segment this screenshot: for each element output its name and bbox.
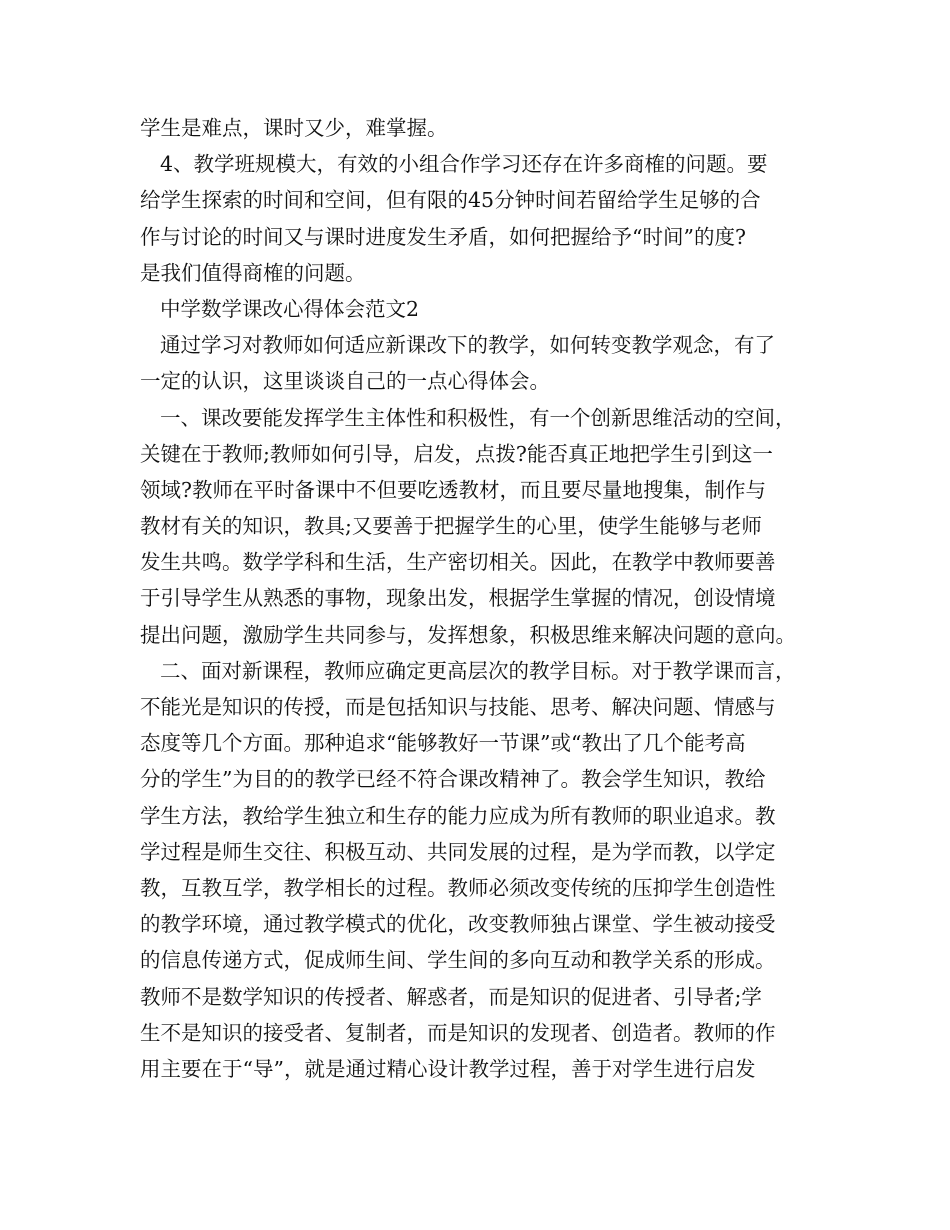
text-line: 是我们值得商榷的问题。 — [140, 260, 366, 285]
text-line: 学生是难点，课时又少，难掌握。 — [140, 116, 448, 140]
paragraph-start-line: 二、面对新课程，教师应确定更高层次的教学目标。对于教学课而言， — [160, 658, 796, 683]
paragraph-start-line: 4、教学班规模大，有效的小组合作学习还存在许多商榷的问题。要 — [160, 152, 768, 177]
document-body — [140, 110, 820, 1087]
text-line: 学生方法，教给学生独立和生存的能力应成为所有教师的职业追求。教 — [140, 803, 776, 828]
paragraph-start-line: 通过学习对教师如何适应新课改下的教学，如何转变教学观念，有了 — [160, 333, 775, 358]
section-heading: 中学数学课改心得体会范文2 — [160, 296, 420, 321]
text-line: 不能光是知识的传授，而是包括知识与技能、思考、解决问题、情感与 — [140, 695, 776, 719]
text-line: 于引导学生从熟悉的事物，现象出发，根据学生掌握的情况，创设情境 — [140, 586, 776, 611]
text-line: 发生共鸣。数学学科和生活，生产密切相关。因此，在教学中教师要善 — [140, 550, 776, 575]
text-line: 提出问题，激励学生共同参与，发挥想象，积极思维来解决问题的意向。 — [140, 622, 796, 647]
text-line: 给学生探索的时间和空间，但有限的45分钟时间若留给学生足够的合 — [140, 188, 761, 213]
text-line: 用主要在于“导”，就是通过精心设计教学过程，善于对学生进行启发 — [140, 1056, 756, 1081]
text-line: 教，互教互学，教学相长的过程。教师必须改变传统的压抑学生创造性 — [140, 875, 776, 900]
text-line: 关键在于教师;教师如何引导，启发，点拨?能否真正地把学生引到这一 — [140, 441, 773, 466]
text-line: 生不是知识的接受者、复制者，而是知识的发现者、创造者。教师的作 — [140, 1020, 776, 1045]
text-line: 学过程是师生交往、积极互动、共同发展的过程，是为学而教，以学定 — [140, 839, 776, 864]
text-line: 教师不是数学知识的传授者、解惑者，而是知识的促进者、引导者;学 — [140, 984, 762, 1009]
text-line: 领域?教师在平时备课中不但要吃透教材，而且要尽量地搜集，制作与 — [140, 477, 766, 502]
text-line: 的信息传递方式，促成师生间、学生间的多向互动和教学关系的形成。 — [140, 948, 776, 973]
paragraph-start-line: 一、课改要能发挥学生主体性和积极性，有一个创新思维活动的空间， — [160, 405, 796, 430]
text-line: 一定的认识，这里谈谈自己的一点心得体会。 — [140, 369, 550, 394]
text-line: 教材有关的知识，教具;又要善于把握学生的心里，使学生能够与老师 — [140, 514, 762, 539]
text-line: 态度等几个方面。那种追求“能够教好一节课”或“教出了几个能考高 — [140, 731, 746, 756]
text-line: 分的学生”为目的的教学已经不符合课改精神了。教会学生知识，教给 — [140, 767, 766, 792]
text-line: 作与讨论的时间又与课时进度发生矛盾，如何把握给予“时间”的度? — [140, 224, 746, 249]
text-line: 的教学环境，通过教学模式的优化，改变教师独占课堂、学生被动接受 — [140, 912, 776, 937]
